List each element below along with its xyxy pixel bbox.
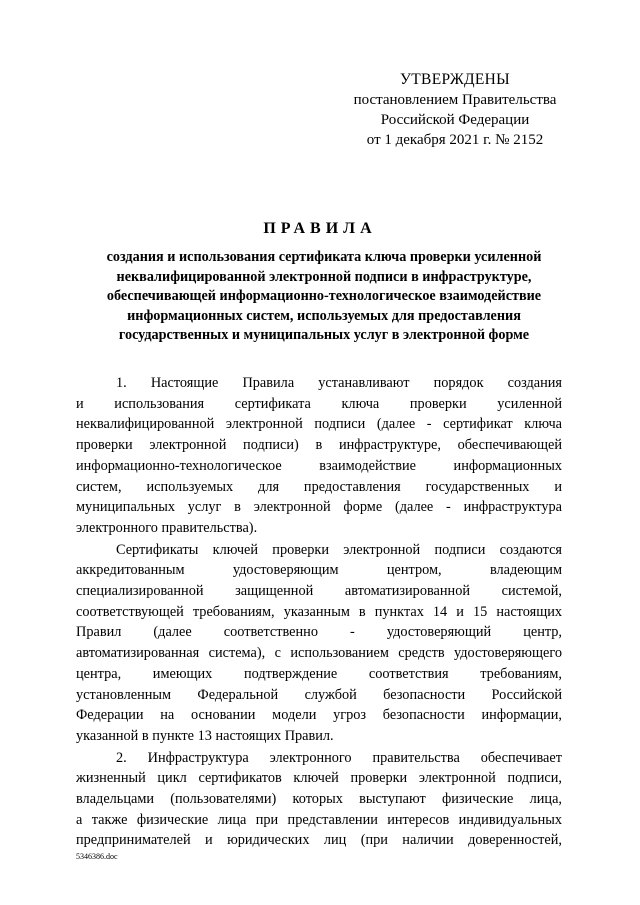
subtitle-line: неквалифицированной электронной подписи в инфраструктуре, bbox=[116, 268, 532, 285]
paragraph-1 bbox=[76, 373, 562, 539]
text-line: и использования сертификата ключа проверки усиленной bbox=[76, 395, 562, 412]
paragraph-2 bbox=[76, 540, 562, 747]
document-title: ПРАВИЛА bbox=[263, 220, 377, 237]
text-line: муниципальных услуг в электронной форме (далее - инфраструктура bbox=[76, 499, 562, 516]
subtitle-line: информационных систем, используемых для предоставления bbox=[127, 307, 521, 324]
text-line: указанной в пункте 13 настоящих Правил. bbox=[76, 727, 334, 744]
approval-block bbox=[330, 70, 580, 150]
text-line: 1. Настоящие Правила устанавливают порядок создания bbox=[116, 375, 562, 391]
text-line: электронного правительства). bbox=[76, 519, 258, 536]
text-line: проверки электронной подписи) в инфраструктуре, обеспечивающей bbox=[76, 437, 562, 454]
text-line: информационно-технологическое взаимодействие информационных bbox=[76, 457, 562, 474]
text-line: а также физические лица при представлении интересов индивидуальных bbox=[76, 811, 562, 828]
text-line: систем, используемых для предоставления государственных и bbox=[76, 478, 562, 495]
text-line: Сертификаты ключей проверки электронной подписи создаются bbox=[116, 541, 562, 558]
text-line: специализированной защищенной автоматизированной системой, bbox=[76, 583, 562, 600]
text-line: Правил (далее соответственно - удостоверяющий центр, bbox=[76, 624, 562, 641]
approval-line-2: Российской Федерации bbox=[380, 112, 530, 128]
text-line: владельцами (пользователями) которых выступают физические лица, bbox=[76, 791, 562, 808]
approval-line-3: от 1 декабря 2021 г. № 2152 bbox=[366, 132, 544, 148]
text-line: центра, имеющих подтверждение соответствия требованиям, bbox=[76, 665, 562, 682]
text-line: неквалифицированной электронной подписи (далее - сертификат ключа bbox=[76, 416, 562, 433]
text-line: предпринимателей и юридических лиц (при наличии доверенностей, bbox=[76, 832, 562, 849]
file-reference: 5346386.doc bbox=[76, 852, 118, 861]
document-body bbox=[76, 373, 562, 852]
approval-line-1: постановлением Правительства bbox=[353, 92, 557, 108]
text-line: Федерации на основании модели угроз безопасности информации, bbox=[76, 707, 562, 724]
text-line: автоматизированная система), с использованием средств удостоверяющего bbox=[76, 645, 562, 662]
text-line: установленным Федеральной службой безопасности Российской bbox=[76, 686, 562, 703]
document-subtitle bbox=[74, 248, 574, 346]
text-line: жизненный цикл сертификатов ключей проверки электронной подписи, bbox=[76, 770, 562, 787]
subtitle-line: государственных и муниципальных услуг в электронной форме bbox=[118, 327, 530, 344]
text-line: соответствующей требованиям, указанным в пунктах 14 и 15 настоящих bbox=[76, 603, 562, 620]
subtitle-line: обеспечивающей информационно-технологическое взаимодействие bbox=[106, 288, 542, 305]
paragraph-3 bbox=[76, 748, 562, 852]
approval-heading: УТВЕРЖДЕНЫ bbox=[400, 71, 510, 88]
text-line: аккредитованным удостоверяющим центром, владеющим bbox=[76, 562, 562, 579]
subtitle-line: создания и использования сертификата ключа проверки усиленной bbox=[106, 249, 542, 265]
text-line: 2. Инфраструктура электронного правительства обеспечивает bbox=[116, 749, 562, 766]
